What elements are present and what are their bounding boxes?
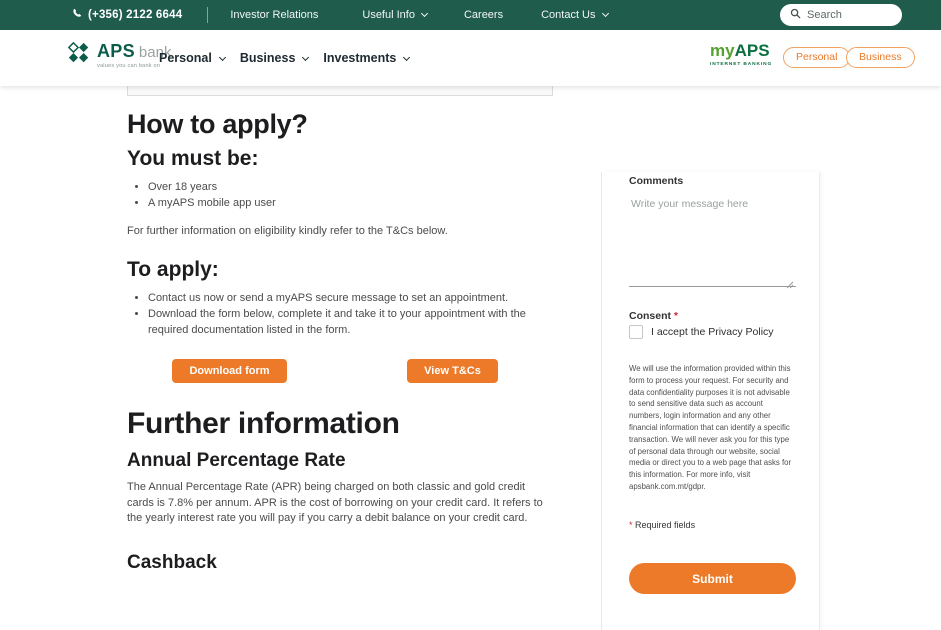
logo-brand: APS [97, 41, 135, 61]
required-asterisk: * [673, 310, 679, 322]
topbar-link-useful-info[interactable] [362, 9, 427, 21]
further-information-heading: Further information [127, 407, 400, 440]
consent-label [629, 310, 678, 322]
required-asterisk: * [629, 520, 633, 530]
aps-bank-logo[interactable] [66, 41, 171, 70]
chevron-down-icon [219, 53, 226, 60]
topbar-link-contact-us[interactable] [541, 9, 607, 21]
nav-item-label: Business [239, 51, 296, 65]
consent-label-text: Consent [629, 310, 671, 322]
apr-paragraph: The Annual Percentage Rate (APR) being charged on both classic and gold credit cards is 7.8% per annum. APR is the cost of borrowing on your credit card. It refers to the yearly interest rate you will pay if you carry a debit balance on your credit card. [127, 481, 543, 524]
main-article [127, 96, 554, 575]
topbar-link-label: Contact Us [541, 9, 596, 21]
list-item: • A myAPS mobile app user [148, 195, 554, 211]
logo-suffix: bank [138, 44, 172, 61]
truncated-element-box [127, 86, 553, 96]
submit-button[interactable]: Submit [629, 563, 796, 594]
topbar-link-investor-relations[interactable] [230, 9, 318, 21]
privacy-policy-checkbox[interactable] [629, 325, 643, 339]
login-personal-button[interactable]: Personal [783, 47, 850, 68]
topbar-divider [207, 7, 208, 23]
topbar-link-careers[interactable] [464, 9, 503, 21]
nav-item-personal[interactable] [159, 51, 225, 65]
eligibility-note: For further information on eligibility kindly refer to the T&Cs below. [127, 225, 448, 237]
myaps-brand: APS [734, 41, 770, 60]
list-item: • Download the form below, complete it and take it to your appointment with the required documentation listed in the form. [148, 306, 554, 338]
phone-icon [71, 8, 82, 22]
nav-item-business[interactable] [240, 51, 309, 65]
comments-label: Comments [629, 175, 684, 187]
page-content [0, 86, 941, 586]
chevron-down-icon [403, 53, 410, 60]
chevron-down-icon [302, 53, 309, 60]
required-fields-text: Required fields [635, 520, 696, 530]
search-input[interactable] [807, 9, 887, 21]
search-icon [790, 6, 801, 24]
myaps-subtitle: INTERNET BANKING [710, 62, 773, 67]
nav-item-label: Personal [159, 51, 212, 65]
apr-heading: Annual Percentage Rate [127, 450, 346, 471]
logo-tagline: values you can bank on [97, 63, 161, 69]
myaps-logo[interactable] [710, 42, 772, 67]
chevron-down-icon [601, 10, 608, 17]
required-fields-note [629, 520, 695, 530]
resize-handle-icon[interactable] [786, 276, 794, 294]
login-business-button[interactable]: Business [846, 47, 915, 68]
to-apply-heading: To apply: [127, 258, 219, 281]
nav-item-label: Investments [323, 51, 397, 65]
must-be-list [127, 179, 554, 211]
how-to-apply-heading: How to apply? [127, 109, 308, 139]
phone-number[interactable] [71, 8, 182, 22]
topbar-link-label: Careers [463, 9, 504, 21]
topbar-link-label: Useful Info [362, 9, 415, 21]
download-form-button[interactable]: Download form [172, 359, 287, 383]
contact-form-sidebar [601, 172, 820, 630]
action-buttons-row [127, 359, 554, 383]
privacy-policy-checkbox-label[interactable]: I accept the Privacy Policy [651, 326, 774, 338]
phone-number-text: (+356) 2122 6644 [88, 9, 183, 21]
privacy-disclaimer: We will use the information provided within this form to process your request. For security and data confidentiality purposes it is not advisable to send sensitive data such as account numbers, login information and any other financial information that can identify a specific transaction. We will never ask you for this type of personal data through our website, social media or direct you to a web page that asks for this information. For more info, visit apsbank.com.mt/gdpr. [629, 364, 792, 491]
to-apply-list [127, 290, 554, 338]
list-item: • Contact us now or send a myAPS secure message to set an appointment. [148, 290, 554, 306]
top-utility-bar [0, 0, 941, 30]
view-tcs-button[interactable]: View T&Cs [407, 359, 498, 383]
topbar-link-label: Investor Relations [230, 9, 319, 21]
cashback-heading: Cashback [127, 551, 217, 573]
main-nav [159, 30, 409, 86]
list-item: • Over 18 years [148, 179, 554, 195]
chevron-down-icon [421, 10, 428, 17]
main-header [0, 30, 941, 86]
nav-item-investments[interactable] [323, 51, 409, 65]
myaps-prefix: my [710, 41, 735, 60]
consent-checkbox-row [629, 325, 774, 339]
you-must-be-heading: You must be: [127, 147, 259, 170]
aps-diamonds-icon [66, 41, 92, 70]
comments-textarea[interactable] [629, 194, 796, 287]
search-bar[interactable] [780, 4, 902, 26]
